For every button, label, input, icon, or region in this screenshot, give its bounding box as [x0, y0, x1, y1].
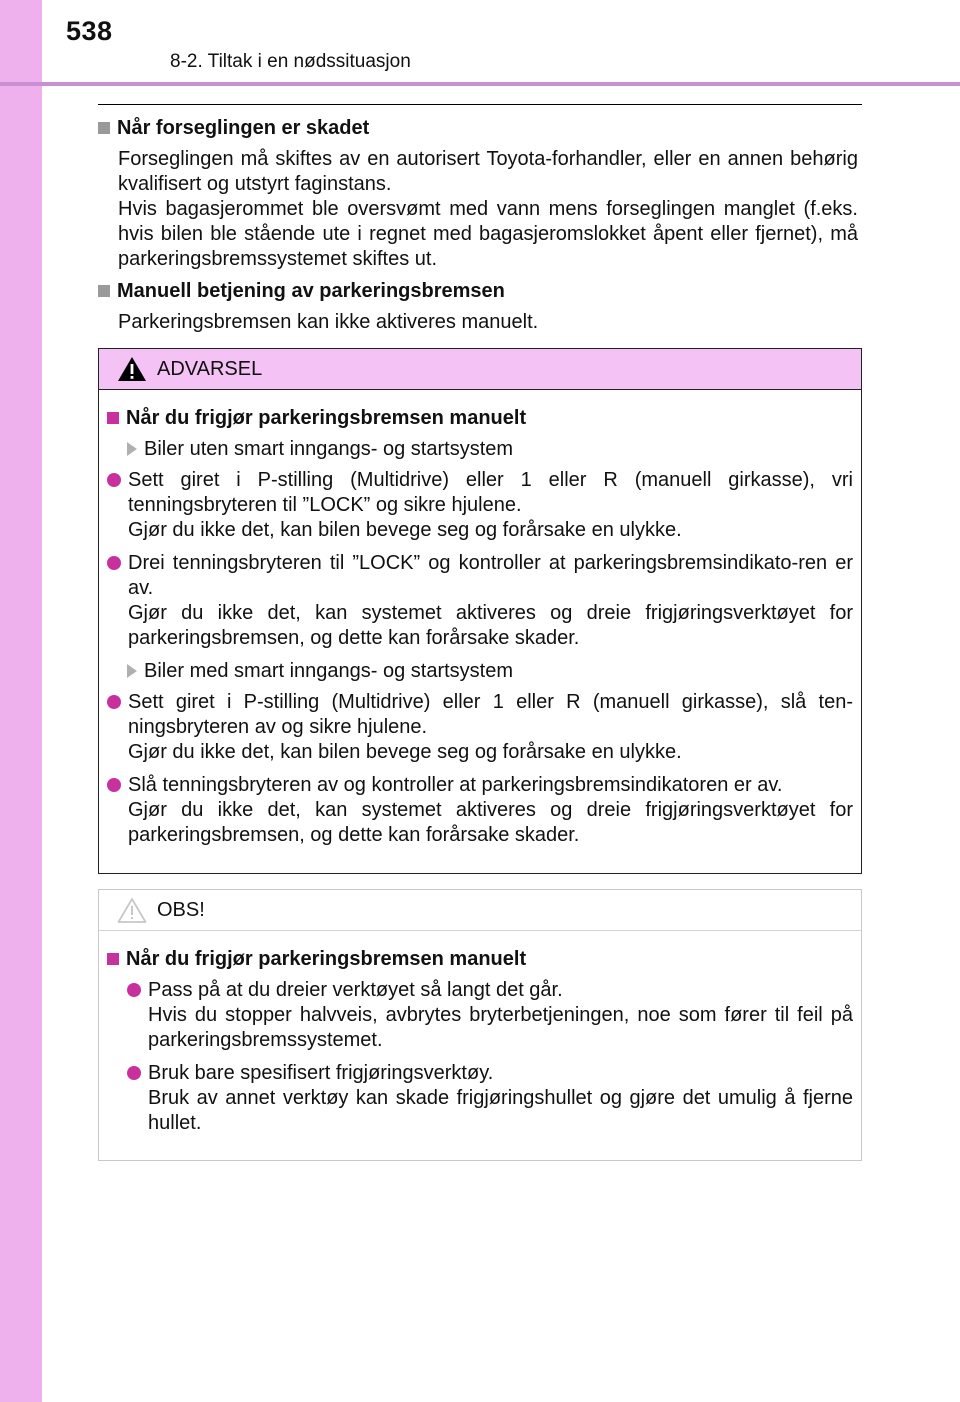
notice-label: OBS!	[157, 898, 205, 921]
square-bullet-icon	[107, 412, 119, 424]
list-item	[107, 1061, 853, 1136]
page-number: 538	[66, 16, 113, 46]
paragraph: Gjør du ikke det, kan systemet aktiveres og dreie frigjøringsverktøyet for parkeringsbremsen, og dette kan forårsake skader.	[128, 799, 853, 846]
square-bullet-icon	[98, 122, 110, 134]
section-heading	[98, 279, 858, 304]
bullet-dot-icon	[107, 556, 121, 570]
list-item-text	[128, 773, 853, 848]
notice-box	[98, 889, 862, 1161]
warning-subheading	[107, 437, 853, 462]
paragraph: Slå tenningsbryteren av og kontroller at parkeringsbremsindikatoren er av.	[128, 774, 783, 796]
warning-header	[99, 349, 861, 390]
warning-subheading	[107, 659, 853, 684]
square-bullet-icon	[107, 953, 119, 965]
paragraph: Bruk av annet verktøy kan skade frigjøringshullet og gjøre det umulig å fjerne hullet.	[148, 1087, 853, 1134]
notice-body	[99, 931, 861, 1136]
section-heading-text: Manuell betjening av parkeringsbremsen	[117, 280, 505, 302]
subheading-text: Biler uten smart inngangs- og startsystem	[144, 438, 514, 460]
bullet-dot-icon	[127, 983, 141, 997]
list-item	[107, 551, 853, 651]
notice-heading	[107, 947, 853, 972]
paragraph: Gjør du ikke det, kan bilen bevege seg og forårsake en ulykke.	[128, 741, 682, 763]
bullet-dot-icon	[107, 778, 121, 792]
paragraph: Drei tenningsbryteren til ”LOCK” og kontroller at parkeringsbremsindikato-ren er av.	[128, 552, 853, 599]
paragraph: Hvis bagasjerommet ble oversvømt med vann mens forseglingen manglet (f.eks. hvis bilen ble stående ute i regnet med bagasjeromslokket åpent eller fjernet), må parkeringsbremssystemet skiftes ut.	[118, 198, 858, 270]
list-item-text	[148, 978, 853, 1053]
paragraph: Sett giret i P-stilling (Multidrive) eller 1 eller R (manuell girkasse), vri tenningsbryteren til ”LOCK” og sikre hjulene.	[128, 469, 853, 516]
section-heading-text: Når forseglingen er skadet	[117, 117, 370, 139]
notice-heading-text: Når du frigjør parkeringsbremsen manuelt	[126, 948, 527, 970]
list-item-text	[128, 468, 853, 543]
paragraph: Hvis du stopper halvveis, avbrytes bryterbetjeningen, noe som fører til feil på parkeringsbremssystemet.	[148, 1004, 853, 1051]
section-manual-operation	[98, 279, 858, 335]
page-sidebar	[0, 0, 42, 1402]
list-item	[107, 690, 853, 765]
warning-box	[98, 348, 862, 874]
warning-label: ADVARSEL	[157, 357, 263, 380]
bullet-dot-icon	[127, 1066, 141, 1080]
section-body	[98, 310, 858, 335]
paragraph: Sett giret i P-stilling (Multidrive) eller 1 eller R (manuell girkasse), slå ten-ningsbryteren av og sikre hjulene.	[128, 691, 853, 738]
list-item-text	[128, 551, 853, 651]
bullet-dot-icon	[107, 695, 121, 709]
warning-body	[99, 390, 861, 848]
section-body	[98, 147, 858, 272]
caution-triangle-icon	[117, 897, 147, 923]
bullet-dot-icon	[107, 473, 121, 487]
content-top-rule	[98, 104, 862, 105]
list-item-text	[128, 690, 853, 765]
list-item	[107, 773, 853, 848]
paragraph: Gjør du ikke det, kan bilen bevege seg og forårsake en ulykke.	[128, 519, 682, 541]
paragraph: Parkeringsbremsen kan ikke aktiveres manuelt.	[118, 311, 539, 333]
section-seal-damaged	[98, 116, 858, 272]
section-heading	[98, 116, 858, 141]
paragraph: Gjør du ikke det, kan systemet aktiveres og dreie frigjøringsverktøyet for parkeringsbremsen, og dette kan forårsake skader.	[128, 602, 853, 649]
header-divider	[0, 82, 960, 86]
page-header	[0, 0, 960, 86]
warning-heading	[107, 406, 853, 431]
notice-header	[99, 890, 861, 931]
warning-triangle-icon	[117, 356, 147, 382]
subheading-text: Biler med smart inngangs- og startsystem	[144, 660, 514, 682]
list-item	[107, 468, 853, 543]
arrow-right-icon	[127, 442, 137, 456]
square-bullet-icon	[98, 285, 110, 297]
warning-heading-text: Når du frigjør parkeringsbremsen manuelt	[126, 407, 527, 429]
paragraph: Pass på at du dreier verktøyet så langt det går.	[148, 979, 563, 1001]
paragraph: Bruk bare spesifisert frigjøringsverktøy.	[148, 1062, 494, 1084]
section-title: 8-2. Tiltak i en nødssituasjon	[170, 51, 411, 72]
arrow-right-icon	[127, 664, 137, 678]
list-item	[107, 978, 853, 1053]
list-item-text	[148, 1061, 853, 1136]
paragraph: Forseglingen må skiftes av en autorisert Toyota-forhandler, eller en annen behørig kvalifisert og utstyrt faginstans.	[118, 148, 858, 195]
